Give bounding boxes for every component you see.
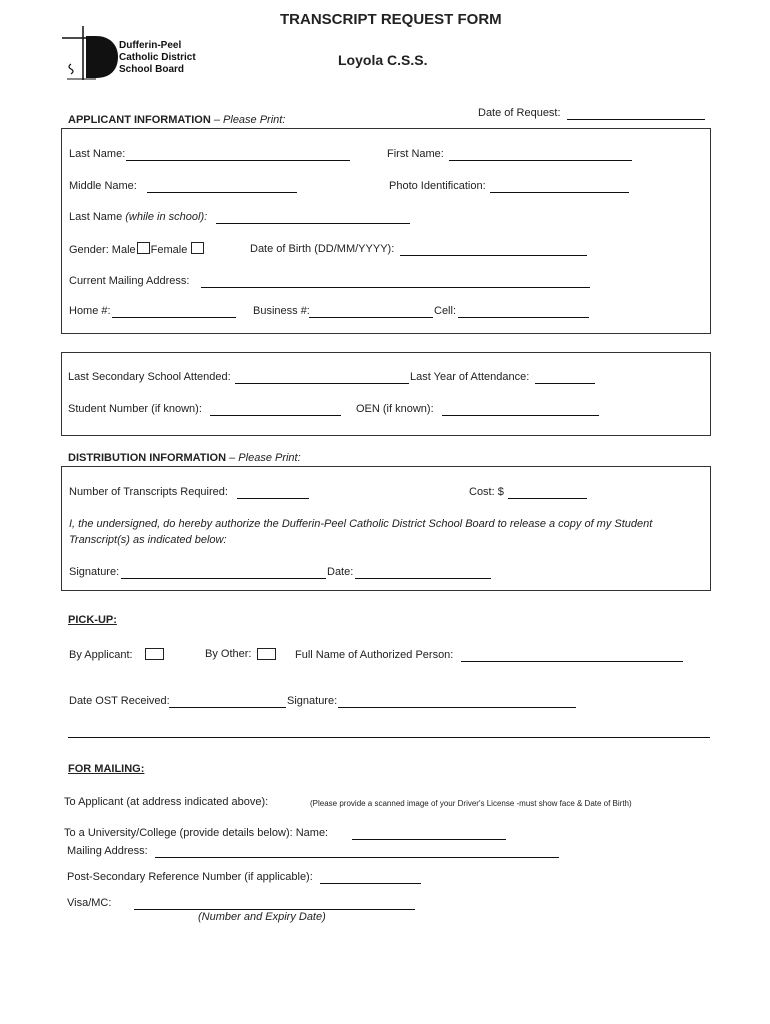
student-number-field[interactable]	[210, 415, 341, 416]
female-checkbox[interactable]	[191, 242, 204, 254]
school-info-box	[61, 352, 711, 436]
date-ost-field[interactable]	[169, 707, 286, 708]
distribution-signature-field[interactable]	[121, 578, 326, 579]
mailing-address-label-2: Mailing Address:	[67, 845, 148, 857]
visa-note: (Number and Expiry Date)	[198, 911, 326, 923]
oen-label: OEN (if known):	[356, 403, 434, 415]
distribution-date-field[interactable]	[355, 578, 491, 579]
dob-field[interactable]	[400, 255, 587, 256]
by-other-label: By Other:	[205, 648, 252, 660]
by-applicant-label: By Applicant:	[69, 649, 133, 661]
photo-id-label: Photo Identification:	[389, 180, 486, 192]
authorization-text-1: I, the undersigned, do hereby authorize the Dufferin-Peel Catholic District School Board to release a copy of my Student	[69, 518, 653, 530]
first-name-field[interactable]	[449, 160, 632, 161]
applicant-heading: APPLICANT INFORMATION – Please Print:	[68, 114, 286, 126]
last-school-label: Last Secondary School Attended:	[68, 371, 231, 383]
cell-phone-label: Cell:	[434, 305, 457, 317]
applicant-box	[61, 128, 711, 334]
board-name: Dufferin-Peel Catholic District School Board	[119, 40, 196, 75]
photo-id-field[interactable]	[490, 192, 629, 193]
reference-number-label: Post-Secondary Reference Number (if applicable):	[67, 871, 313, 883]
school-last-name-field[interactable]	[216, 223, 410, 224]
gender-row: Gender: Male Female	[69, 242, 205, 256]
pickup-signature-label: Signature:	[287, 695, 338, 707]
mailing-address-label: Current Mailing Address:	[69, 275, 190, 287]
num-transcripts-field[interactable]	[237, 498, 309, 499]
last-name-field[interactable]	[126, 160, 350, 161]
last-name-label: Last Name:	[69, 148, 126, 160]
cost-field[interactable]	[508, 498, 587, 499]
last-school-field[interactable]	[235, 383, 409, 384]
university-name-field[interactable]	[352, 839, 506, 840]
section-divider	[68, 737, 710, 738]
oen-field[interactable]	[442, 415, 599, 416]
university-address-field[interactable]	[155, 857, 559, 858]
date-of-request-label: Date of Request:	[478, 107, 561, 119]
last-year-label: Last Year of Attendance:	[410, 371, 530, 383]
license-note: (Please provide a scanned image of your Driver's License -must show face & Date of Birth)	[310, 799, 632, 808]
home-phone-field[interactable]	[112, 317, 236, 318]
last-year-field[interactable]	[535, 383, 595, 384]
business-phone-label: Business #:	[253, 305, 310, 317]
authorized-person-label: Full Name of Authorized Person:	[295, 649, 454, 661]
home-phone-label: Home #:	[69, 305, 111, 317]
middle-name-label: Middle Name:	[69, 180, 137, 192]
first-name-label: First Name:	[387, 148, 444, 160]
form-title: TRANSCRIPT REQUEST FORM	[280, 11, 502, 28]
to-applicant-label: To Applicant (at address indicated above):	[64, 796, 269, 808]
visa-label: Visa/MC:	[67, 897, 112, 909]
mailing-address-field[interactable]	[201, 287, 590, 288]
student-number-label: Student Number (if known):	[68, 403, 202, 415]
school-last-name-label: Last Name (while in school):	[69, 211, 208, 223]
reference-number-field[interactable]	[320, 883, 421, 884]
num-transcripts-label: Number of Transcripts Required:	[69, 486, 228, 498]
distribution-date-label: Date:	[327, 566, 354, 578]
pickup-signature-field[interactable]	[338, 707, 576, 708]
by-other-checkbox[interactable]	[257, 648, 276, 660]
pickup-heading: PICK-UP:	[68, 614, 117, 626]
cell-phone-field[interactable]	[458, 317, 589, 318]
to-university-label: To a University/College (provide details below): Name:	[64, 827, 329, 839]
school-name: Loyola C.S.S.	[338, 52, 428, 68]
distribution-heading: DISTRIBUTION INFORMATION – Please Print:	[68, 452, 301, 464]
dob-label: Date of Birth (DD/MM/YYYY):	[250, 243, 395, 255]
by-applicant-checkbox[interactable]	[145, 648, 164, 660]
date-ost-label: Date OST Received:	[69, 695, 170, 707]
visa-field[interactable]	[134, 909, 415, 910]
mailing-heading: FOR MAILING:	[68, 763, 145, 775]
cost-label: Cost: $	[469, 486, 504, 498]
male-checkbox[interactable]	[137, 242, 150, 254]
middle-name-field[interactable]	[147, 192, 297, 193]
distribution-signature-label: Signature:	[69, 566, 120, 578]
authorization-text-2: Transcript(s) as indicated below:	[69, 534, 227, 546]
authorized-person-field[interactable]	[461, 661, 683, 662]
date-of-request-field[interactable]	[567, 119, 705, 120]
business-phone-field[interactable]	[309, 317, 433, 318]
